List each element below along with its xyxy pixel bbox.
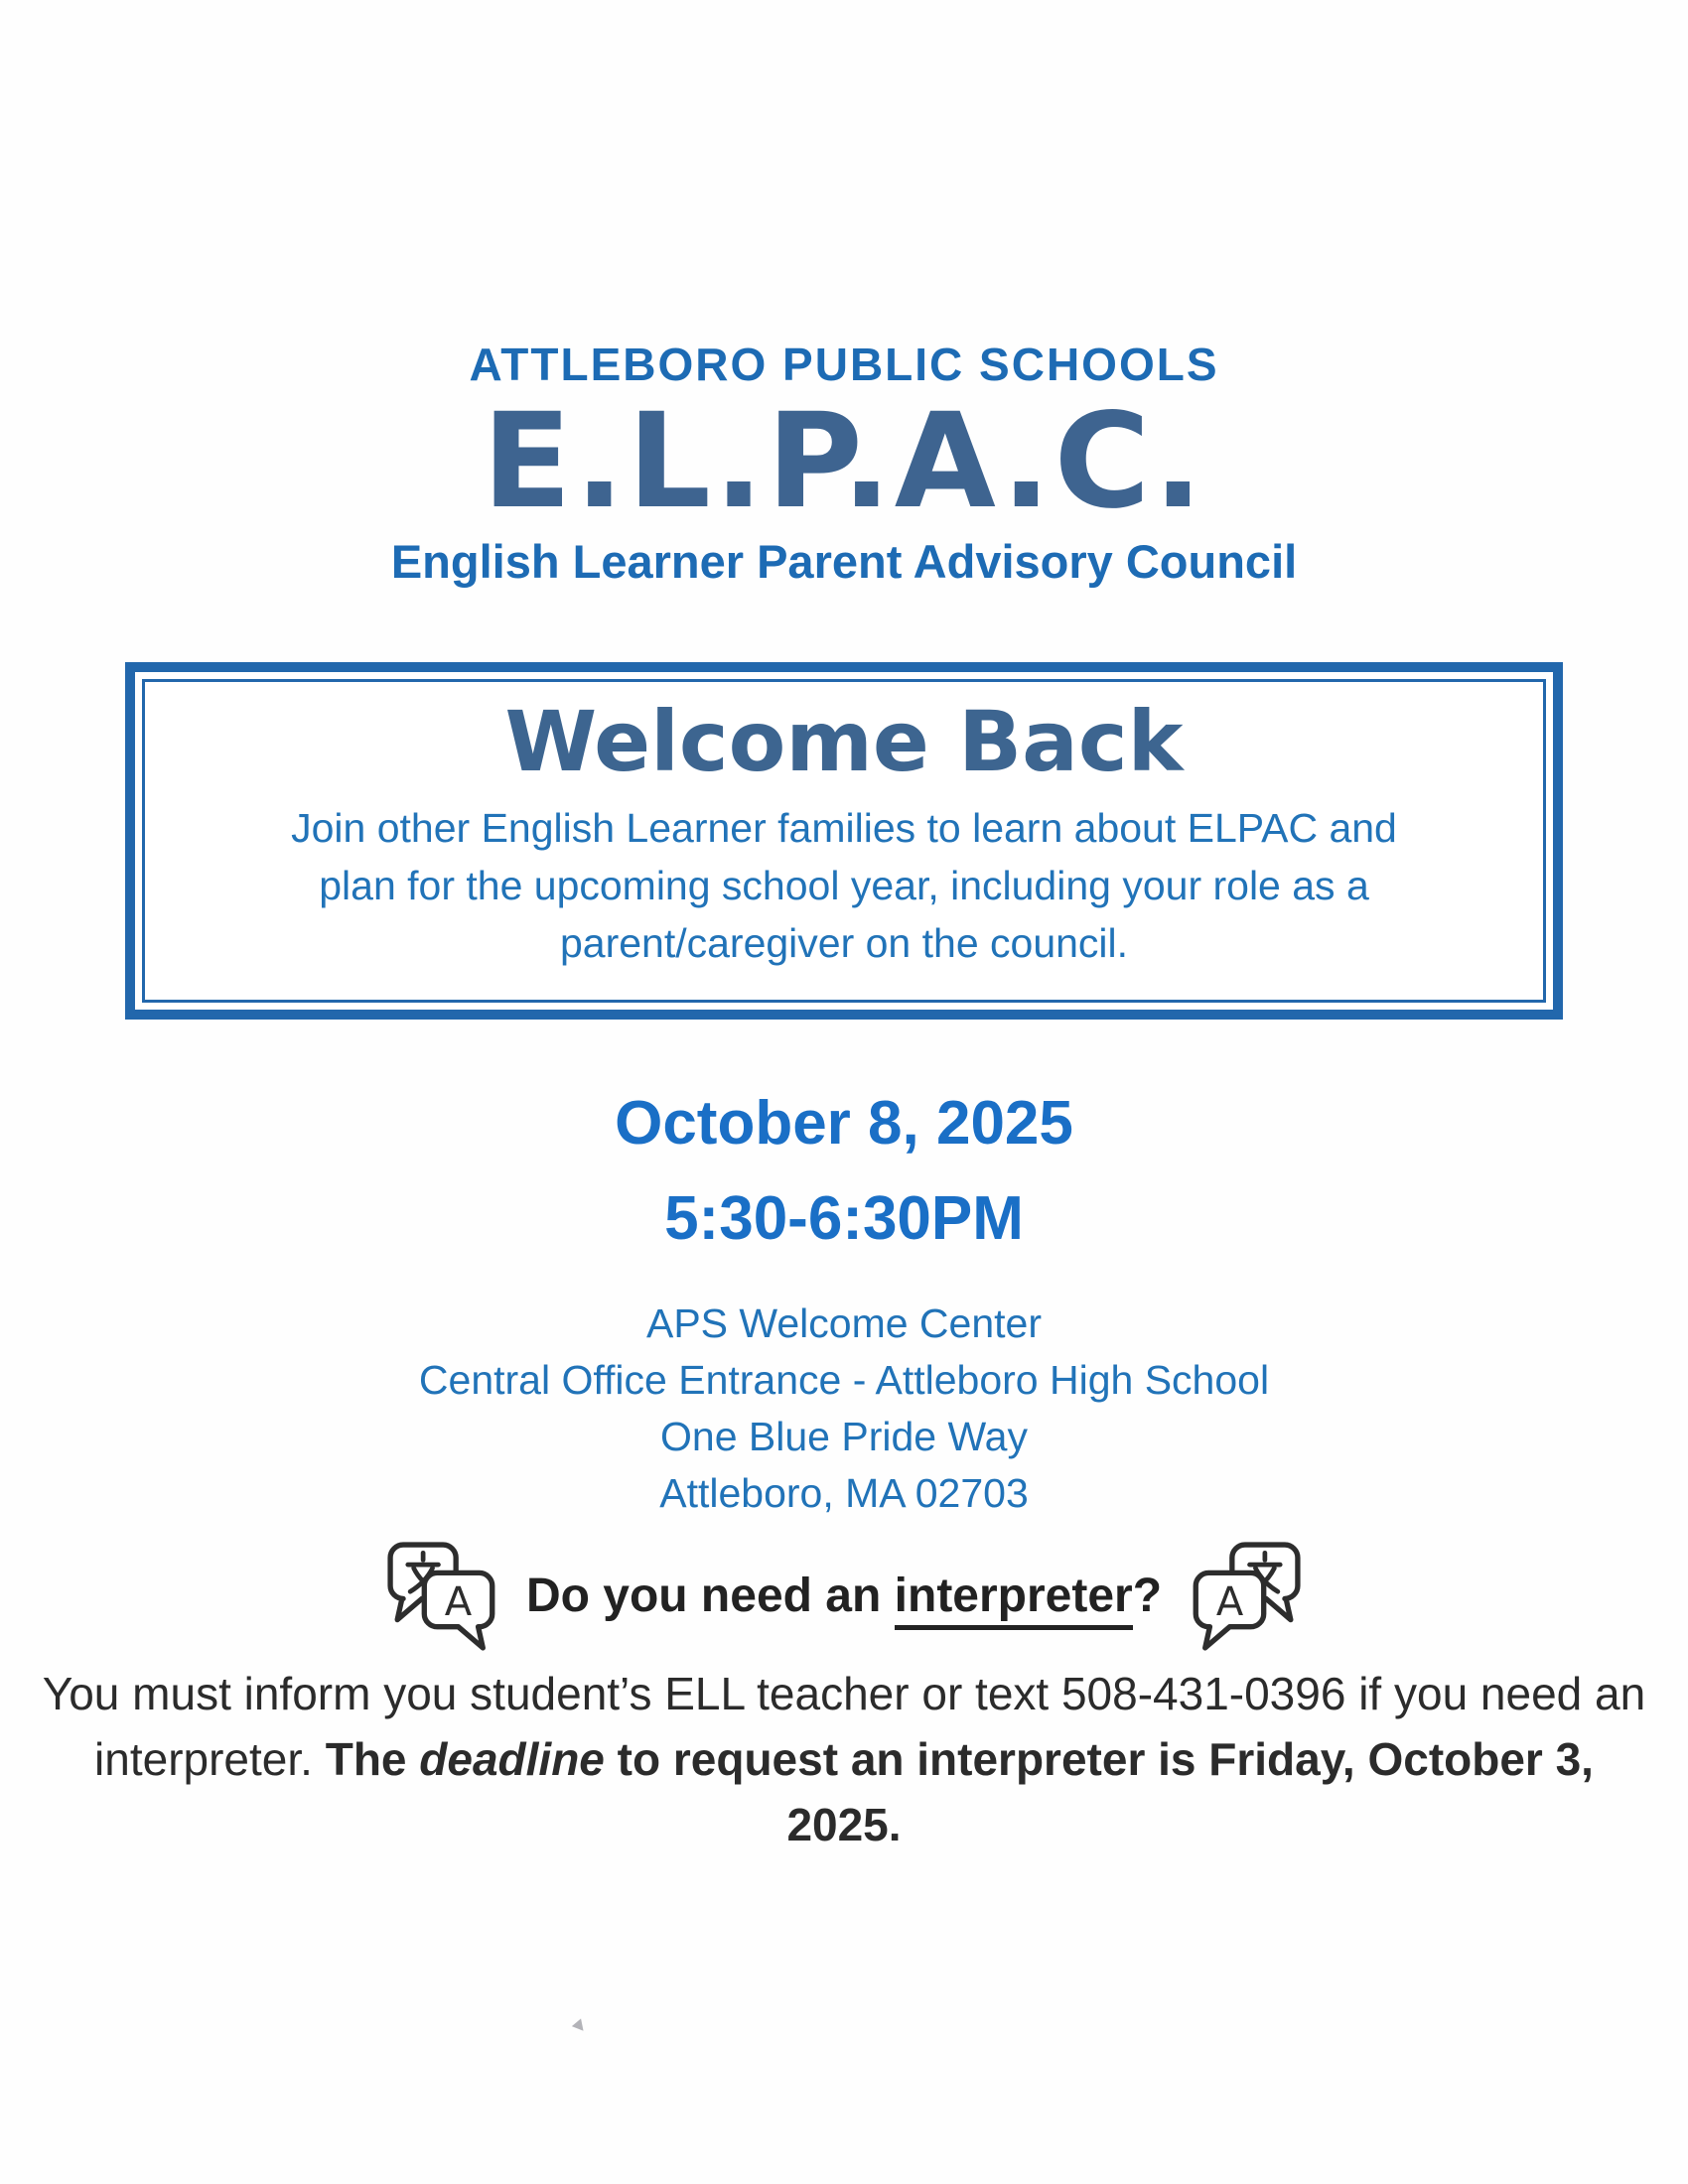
welcome-box-inner [142,679,1546,1003]
location-line: Central Office Entrance - Attleboro High School [418,1356,1270,1403]
welcome-box [125,662,1563,1020]
question-underlined-word: interpreter [895,1570,1133,1630]
scan-artifact [572,2018,588,2034]
details-bold-text: to request an interpreter is Friday, October 3, 2025. [604,1732,1594,1850]
interpreter-question [526,1569,1162,1623]
latin-a-glyph: A [1215,1578,1244,1625]
interpreter-details [40,1661,1648,1857]
welcome-body-line: parent/caregiver on the council. [559,919,1129,966]
event-location [0,1296,1688,1522]
details-normal-text: You must inform you student’s ELL teacher or text 508-431-0396 if you need an interpreter. [42,1667,1646,1785]
location-line: One Blue Pride Way [660,1413,1028,1459]
location-line: APS Welcome Center [645,1299,1042,1346]
organization-subtitle: English Learner Parent Advisory Council [390,534,1298,588]
flyer-header [0,340,1688,589]
question-prefix: Do you need an [525,1570,895,1623]
organization-acronym: E.L.P.A.C. [482,384,1206,538]
event-time: 5:30-6:30PM [664,1183,1024,1253]
details-bold-text: The [325,1732,420,1785]
welcome-title: Welcome Back [504,692,1184,790]
location-line: Attleboro, MA 02703 [659,1469,1029,1516]
school-name: ATTLEBORO PUBLIC SCHOOLS [469,339,1219,390]
interpreter-row [0,1538,1688,1655]
question-suffix: ? [1132,1570,1163,1623]
event-date: October 8, 2025 [615,1088,1073,1158]
latin-a-glyph: A [444,1578,473,1625]
welcome-body-line: plan for the upcoming school year, including your role as a [319,862,1369,908]
details-deadline-word: deadline [419,1732,605,1785]
translation-icon [1188,1538,1305,1655]
welcome-body-line: Join other English Learner families to learn about ELPAC and [291,804,1397,851]
translation-icon [383,1538,500,1655]
welcome-body [173,799,1515,972]
